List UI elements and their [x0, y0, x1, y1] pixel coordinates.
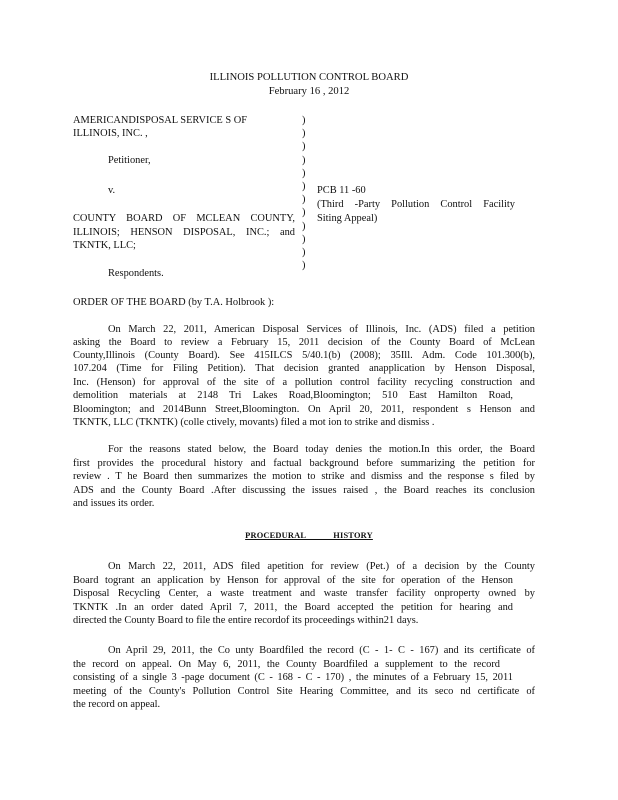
- paragraph-line: asking the Board to review a February 15, 2011 decision of the County Board of McLean: [73, 337, 535, 348]
- paragraph-line: For the reasons stated below, the Board today denies the motion.In this order, the Board: [108, 444, 535, 455]
- paragraph-line: On March 22, 2011, ADS filed apetition for review (Pet.) of a decision by the County: [108, 561, 535, 572]
- case-type-line-1: (Third -Party Pollution Control Facility: [317, 199, 515, 210]
- paragraph-line: review . T he Board then summarizes the motion to strike and dismiss and the response s filed by: [73, 471, 535, 482]
- paragraph-line: 107.204 (Time for Filing Petition). That decision granted anapplication by Henson Disposal,: [73, 363, 535, 374]
- document-date: February 16 , 2012: [268, 86, 350, 97]
- paragraph-line: directed the County Board to file the entire recordof its proceedings within21 days.: [73, 615, 419, 626]
- paragraph-line: and issues its order.: [73, 498, 155, 509]
- paragraph-line: On March 22, 2011, American Disposal Services of Illinois, Inc. (ADS) filed a petition: [108, 324, 535, 335]
- case-type-line-2: Siting Appeal): [317, 213, 378, 224]
- paragraph-line: meeting of the County's Pollution Control Site Hearing Committee, and its seco nd certificate of: [73, 686, 535, 697]
- petitioner-role: Petitioner,: [108, 155, 151, 166]
- paragraph-line: Inc. (Henson) for approval of the site of a pollution control facility recycling construction and: [73, 377, 535, 388]
- paragraph-line: On April 29, 2011, the Co unty Boardfiled the record (C - 1- C - 167) and its certificate of: [108, 645, 535, 656]
- paragraph-line: the record on appeal.: [73, 699, 161, 710]
- paragraph-line: TKNTK .In an order dated April 7, 2011, the Board accepted the petition for hearing and: [73, 602, 513, 613]
- respondent-name-line-2: ILLINOIS; HENSON DISPOSAL, INC.; and: [73, 227, 295, 238]
- paragraph-line: County,Illinois (County Board). See 415ILCS 5/40.1(b) (2008); 35Ill. Adm. Code 101.300(b),: [73, 350, 535, 361]
- caption-parentheses: ) ) ) ) ) ) ) ) ) ) ) ): [302, 115, 306, 272]
- paragraph-line: Disposal Recycling Center, a waste treatment and waste transfer facility onproperty owned by: [73, 588, 535, 599]
- paragraph-line: TKNTK, LLC (TKNTK) (colle ctively, movants) filed a mot ion to strike and dismiss .: [73, 417, 435, 428]
- respondent-role: Respondents.: [108, 268, 164, 279]
- paragraph-line: the record on appeal. On May 6, 2011, the County Boardfiled a supplement to the record: [73, 659, 500, 670]
- respondent-name-line-3: TKNTK, LLC;: [73, 240, 136, 251]
- paragraph-line: ADS and the County Board .After discussing the issues raised , the Board reaches its conclusion: [73, 485, 535, 496]
- paragraph-line: demolition materials at 2148 Tri Lakes Road,Bloomington; 510 East Hamilton Road,: [73, 390, 513, 401]
- versus-label: v.: [108, 185, 116, 196]
- paragraph-line: first provides the procedural history and factual background before summarizing the petition for: [73, 458, 535, 469]
- case-number: PCB 11 -60: [317, 185, 366, 196]
- paragraph-line: Board togrant an application by Henson for approval of the site for operation of the Henson: [73, 575, 513, 586]
- paragraph-line: consisting of a single 3 -page document (C - 168 - C - 170) , the minutes of a February 15, 2011: [73, 672, 513, 683]
- section-heading: PROCEDURAL HISTORY: [245, 531, 373, 540]
- petitioner-name-line-2: ILLINOIS, INC. ,: [73, 128, 148, 139]
- petitioner-name-line-1: AMERICANDISPOSAL SERVICE S OF: [73, 115, 248, 126]
- paragraph-line: Bloomington; and 2014Bunn Street,Bloomington. On April 20, 2011, respondent s Henson and: [73, 404, 535, 415]
- order-attribution: ORDER OF THE BOARD (by T.A. Holbrook ):: [73, 297, 275, 308]
- agency-title: ILLINOIS POLLUTION CONTROL BOARD: [209, 72, 409, 83]
- respondent-name-line-1: COUNTY BOARD OF MCLEAN COUNTY,: [73, 213, 295, 224]
